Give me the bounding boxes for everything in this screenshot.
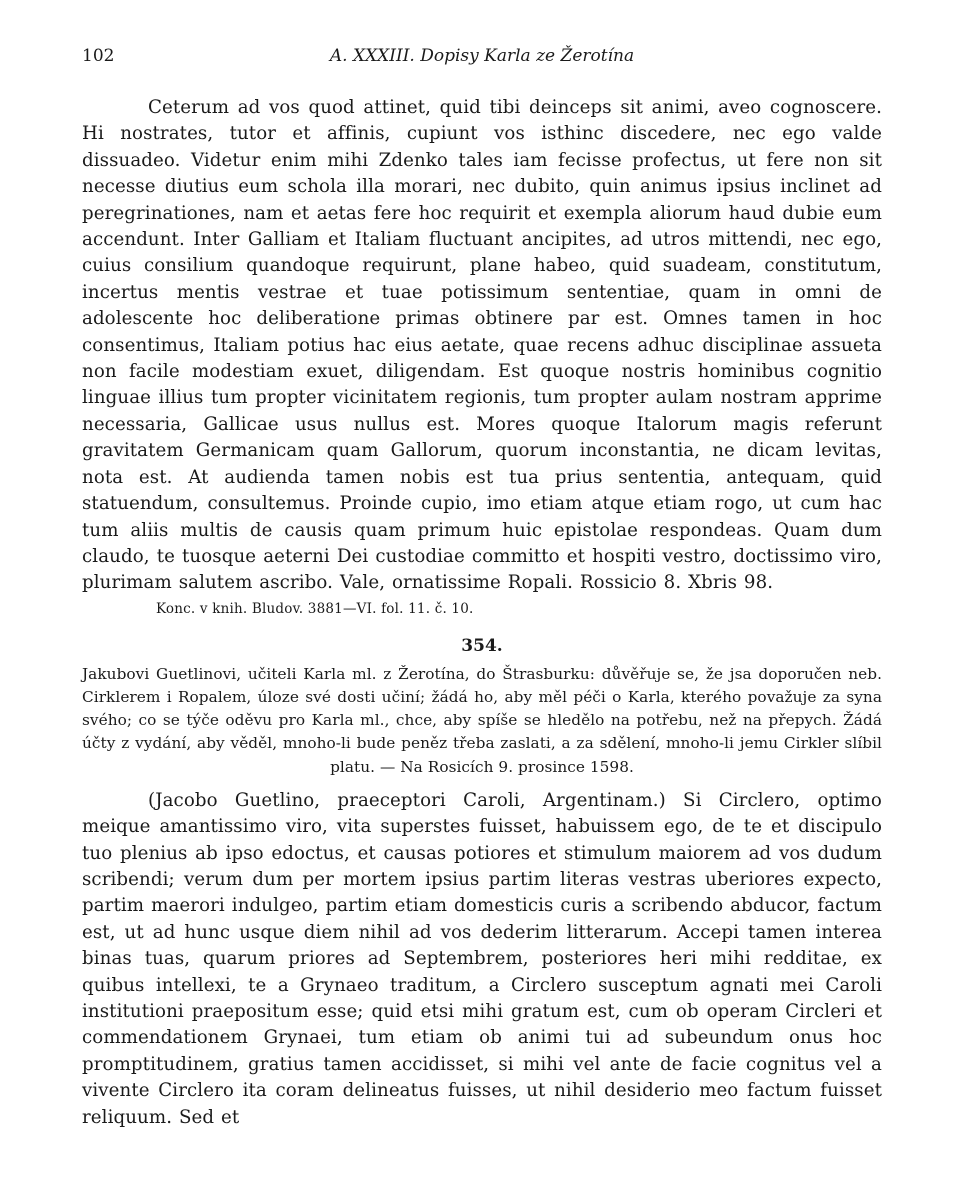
czech-summary: Jakubovi Guetlinovi, učiteli Karla ml. z Žerotína, do Štrasburku: důvěřuje se, že jsa doporučen neb. Cirklerem i Ropalem, úloze své dosti učiní; žádá ho, aby měl péči o Karla, kterého považuje za syna svého; co se týče oděvu pro Karla ml., chce, aby spíše se hledělo na potřebu, než na přepych. Žádá účty z vydání, aby věděl, mnoho-li bude peněz třeba zaslati, a za sdělení, mnoho-li jemu Cirkler slíbil platu. — Na Rosicích 9. prosince 1598. — [82, 664, 882, 776]
running-title: A. XXXIII. Dopisy Karla ze Žerotína — [329, 46, 635, 66]
letter-353-text: Ceterum ad vos quod attinet, quid tibi deinceps sit animi, aveo cognoscere. Hi nostrates, tutor et affinis, cupiunt vos isthinc discedere, nec ego valde dissuadeo. Videtur enim mihi Zdenko tales iam fecisse profectus, ut fere non sit necesse diutius eum schola illa morari, nec dubito, quin animus ipsius inclinet ad peregrinationes, nam et aetas fere hoc requirit et exempla aliorum haud dubie eum accendunt. Inter Galliam et Italiam fluctuant ancipites, ad utros mittendi, nec ego, cuius consilium quandoque requirunt, plane habeo, quid suadeam, constitutum, incertus mentis vestrae et tuae potissimum sententiae, quam in omni de adolescente hoc deliberatione primas obtinere par est. Omnes tamen in hoc consentimus, Italiam potius hac eius aetate, quae recens adhuc disciplinae assueta non facile modestiam exuet, diligendam. Est quoque nostris hominibus cognitio linguae illius tum propter vicinitatem regionis, tum propter aulam nostram apprime necessaria, Gallicae usus nullus est. Mores quoque Italorum magis referunt gravitatem Germanicam quam Gallorum, quorum inconstantia, ne dicam levitas, nota est. At audienda tamen nobis est tua prius sententia, antequam, quid statuendum, consultemus. Proinde cupio, imo etiam atque etiam rogo, ut cum hac tum aliis multis de causis quam primum huic epistolae respondeas. Quam dum claudo, te tuosque aeterni Dei custodiae committo et hospiti vestro, doctissimo viro, plurimam salutem ascribo. Vale, ornatissime Ropali. Rossicio 8. Xbris 98. — [82, 97, 882, 594]
page-number: 102 — [82, 46, 115, 66]
source-note: Konc. v knih. Bludov. 3881—VI. fol. 11. č. 10. — [156, 600, 474, 617]
document-number: 354. — [461, 635, 503, 656]
letter-354-text: (Jacobo Guetlino, praeceptori Caroli, Argentinam.) Si Circlero, optimo meique amantissimo viro, vita superstes fuisset, habuissem ego, de te et discipulo tuo plenius ab ipso edoctus, et causas potiores et stimulum maiorem ad vos dudum scribendi; verum dum per mortem ipsius partim literas vestras uberiores expecto, partim maerori indulgeo, partim etiam domesticis curis a scribendo abducor, factum est, ut ad hunc usque diem nihil ad vos dederim litterarum. Accepi tamen interea binas tuas, quarum priores ad Septembrem, posteriores heri mihi redditae, ex quibus intellexi, te a Grynaeo traditum, a Circlero susceptum agnati mei Caroli institutioni praepositum esse; quid etsi mihi gratum est, cum ob operam Circleri et commendationem Grynaei, tum etiam ob animi tui ad subeundum onus hoc promptitudinem, gratius tamen accidisset, si mihi vel ante de facie cognitus vel a vivente Circlero ita coram delineatus fuisses, ut nihil desiderio meo factum fuisset reliquum. Sed et — [82, 789, 882, 1128]
running-head — [82, 40, 882, 74]
